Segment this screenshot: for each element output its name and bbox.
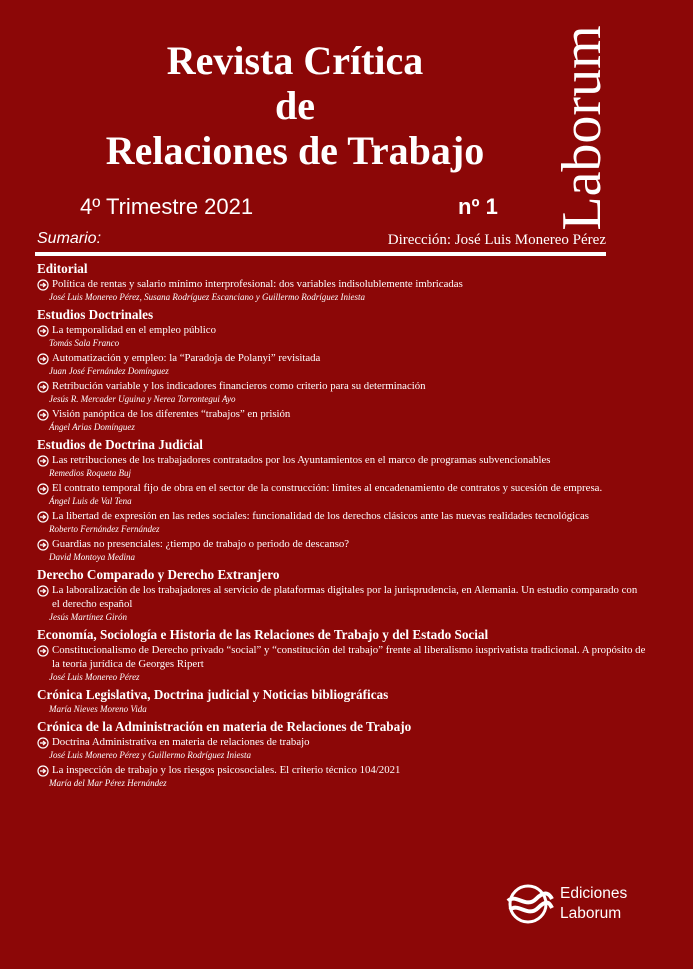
toc-section [37, 719, 647, 790]
link-arrow-icon [37, 584, 49, 596]
journal-title [40, 38, 550, 173]
article-item[interactable] [37, 323, 647, 337]
link-arrow-icon [37, 764, 49, 776]
article-item[interactable] [37, 351, 647, 365]
section-title: Estudios de Doctrina Judicial [37, 437, 203, 452]
title-line: Relaciones de Trabajo [105, 128, 485, 173]
article-title: Retribución variable y los indicadores financieros como criterio para su determinación [52, 380, 426, 392]
toc-section [37, 687, 647, 716]
section-title: Editorial [37, 261, 88, 276]
article-authors: Jesús R. Mercader Uguina y Nerea Torrontegui Ayo [49, 394, 236, 404]
toc-section [37, 261, 647, 304]
link-arrow-icon [37, 644, 49, 656]
article-authors: Ángel Arias Domínguez [49, 422, 135, 432]
publisher-name [560, 884, 627, 924]
article-authors: Tomás Sala Franco [49, 338, 120, 348]
table-of-contents [37, 258, 647, 793]
article-item[interactable] [37, 537, 647, 551]
article-authors: Ángel Luis de Val Tena [49, 496, 132, 506]
article-authors: María Nieves Moreno Vida [49, 704, 147, 714]
issue-quarter: 4º Trimestre 2021 [80, 194, 254, 219]
article-authors: Remedios Roqueta Buj [49, 468, 131, 478]
title-line: Revista Crítica [166, 38, 424, 83]
article-title: La inspección de trabajo y los riesgos psicosociales. El criterio técnico 104/2021 [52, 764, 401, 776]
article-title: Doctrina Administrativa en materia de relaciones de trabajo [52, 736, 310, 748]
article-authors: David Montoya Medina [49, 552, 135, 562]
link-arrow-icon [37, 736, 49, 748]
section-title: Estudios Doctrinales [37, 307, 154, 322]
article-title: El contrato temporal fijo de obra en el sector de la construcción: límites al encadenamiento de contratos y sucesión de empresa. [52, 482, 603, 494]
article-authors: María del Mar Pérez Hernández [49, 778, 167, 788]
article-authors: Jesús Martínez Girón [49, 612, 127, 622]
article-title: Automatización y empleo: la “Paradoja de Polanyi” revisitada [52, 352, 321, 364]
article-item[interactable] [37, 763, 647, 777]
brand-vertical: Laborum [551, 25, 613, 231]
publisher [506, 884, 627, 924]
article-item[interactable] [37, 481, 647, 495]
article-item[interactable] [37, 407, 647, 421]
link-arrow-icon [37, 482, 49, 494]
toc-section [37, 627, 647, 684]
article-title: Visión panóptica de los diferentes “trabajos” en prisión [52, 408, 291, 420]
article-item[interactable] [37, 509, 647, 523]
article-authors: José Luis Monereo Pérez, Susana Rodríguez Escanciano y Guillermo Rodríguez Iniesta [49, 292, 366, 302]
article-title: La temporalidad en el empleo público [52, 324, 216, 336]
article-authors: Roberto Fernández Fernández [49, 524, 160, 534]
toc-section [37, 307, 647, 434]
article-title: Política de rentas y salario mínimo interprofesional: dos variables indisolublemente imbricadas [52, 278, 463, 290]
link-arrow-icon [37, 352, 49, 364]
article-item[interactable] [37, 643, 647, 671]
publisher-line1: Ediciones [560, 885, 628, 902]
section-title: Crónica Legislativa, Doctrina judicial y Noticias bibliográficas [37, 687, 389, 702]
divider-rule [35, 252, 606, 256]
link-arrow-icon [37, 538, 49, 550]
article-item[interactable] [37, 379, 647, 393]
article-authors: Juan José Fernández Domínguez [49, 366, 169, 376]
article-title: La libertad de expresión en las redes sociales: funcionalidad de los derechos clásicos ante las nuevas realidades tecnológicas [52, 510, 589, 522]
toc-section [37, 437, 647, 564]
article-item[interactable] [37, 453, 647, 467]
section-title: Economía, Sociología e Historia de las Relaciones de Trabajo y del Estado Social [37, 627, 489, 642]
toc-section [37, 567, 647, 624]
link-arrow-icon [37, 408, 49, 420]
article-title: Guardias no presenciales: ¿tiempo de trabajo o periodo de descanso? [52, 538, 350, 550]
link-arrow-icon [37, 380, 49, 392]
link-arrow-icon [37, 324, 49, 336]
article-item[interactable] [37, 583, 647, 611]
link-arrow-icon [37, 510, 49, 522]
section-title: Crónica de la Administración en materia de Relaciones de Trabajo [37, 719, 412, 734]
issue-number: nº 1 [458, 194, 498, 219]
section-title: Derecho Comparado y Derecho Extranjero [37, 567, 280, 582]
article-title: Constitucionalismo de Derecho privado “social” y “constitución del trabajo” frente al liberalismo iusprivatista tradicional. A propósito de la teoría jurídica de Georges Ripert [52, 644, 646, 670]
article-title: La laboralización de los trabajadores al servicio de plataformas digitales por la jurisprudencia, en Alemania. Un estudio comparado con el derecho español [52, 584, 638, 610]
article-title: Las retribuciones de los trabajadores contratados por los Ayuntamientos en el marco de programas subvencionables [52, 454, 551, 466]
direccion: Dirección: José Luis Monereo Pérez [387, 232, 606, 248]
link-arrow-icon [37, 454, 49, 466]
sumario-label: Sumario: [37, 230, 102, 247]
article-item[interactable] [37, 735, 647, 749]
article-authors: José Luis Monereo Pérez y Guillermo Rodríguez Iniesta [49, 750, 252, 760]
waves-logo-icon [506, 884, 554, 924]
article-authors: José Luis Monereo Pérez [49, 672, 140, 682]
article-item[interactable] [37, 277, 647, 291]
title-line: de [275, 83, 315, 128]
publisher-line2: Laborum [560, 905, 622, 922]
link-arrow-icon [37, 278, 49, 290]
